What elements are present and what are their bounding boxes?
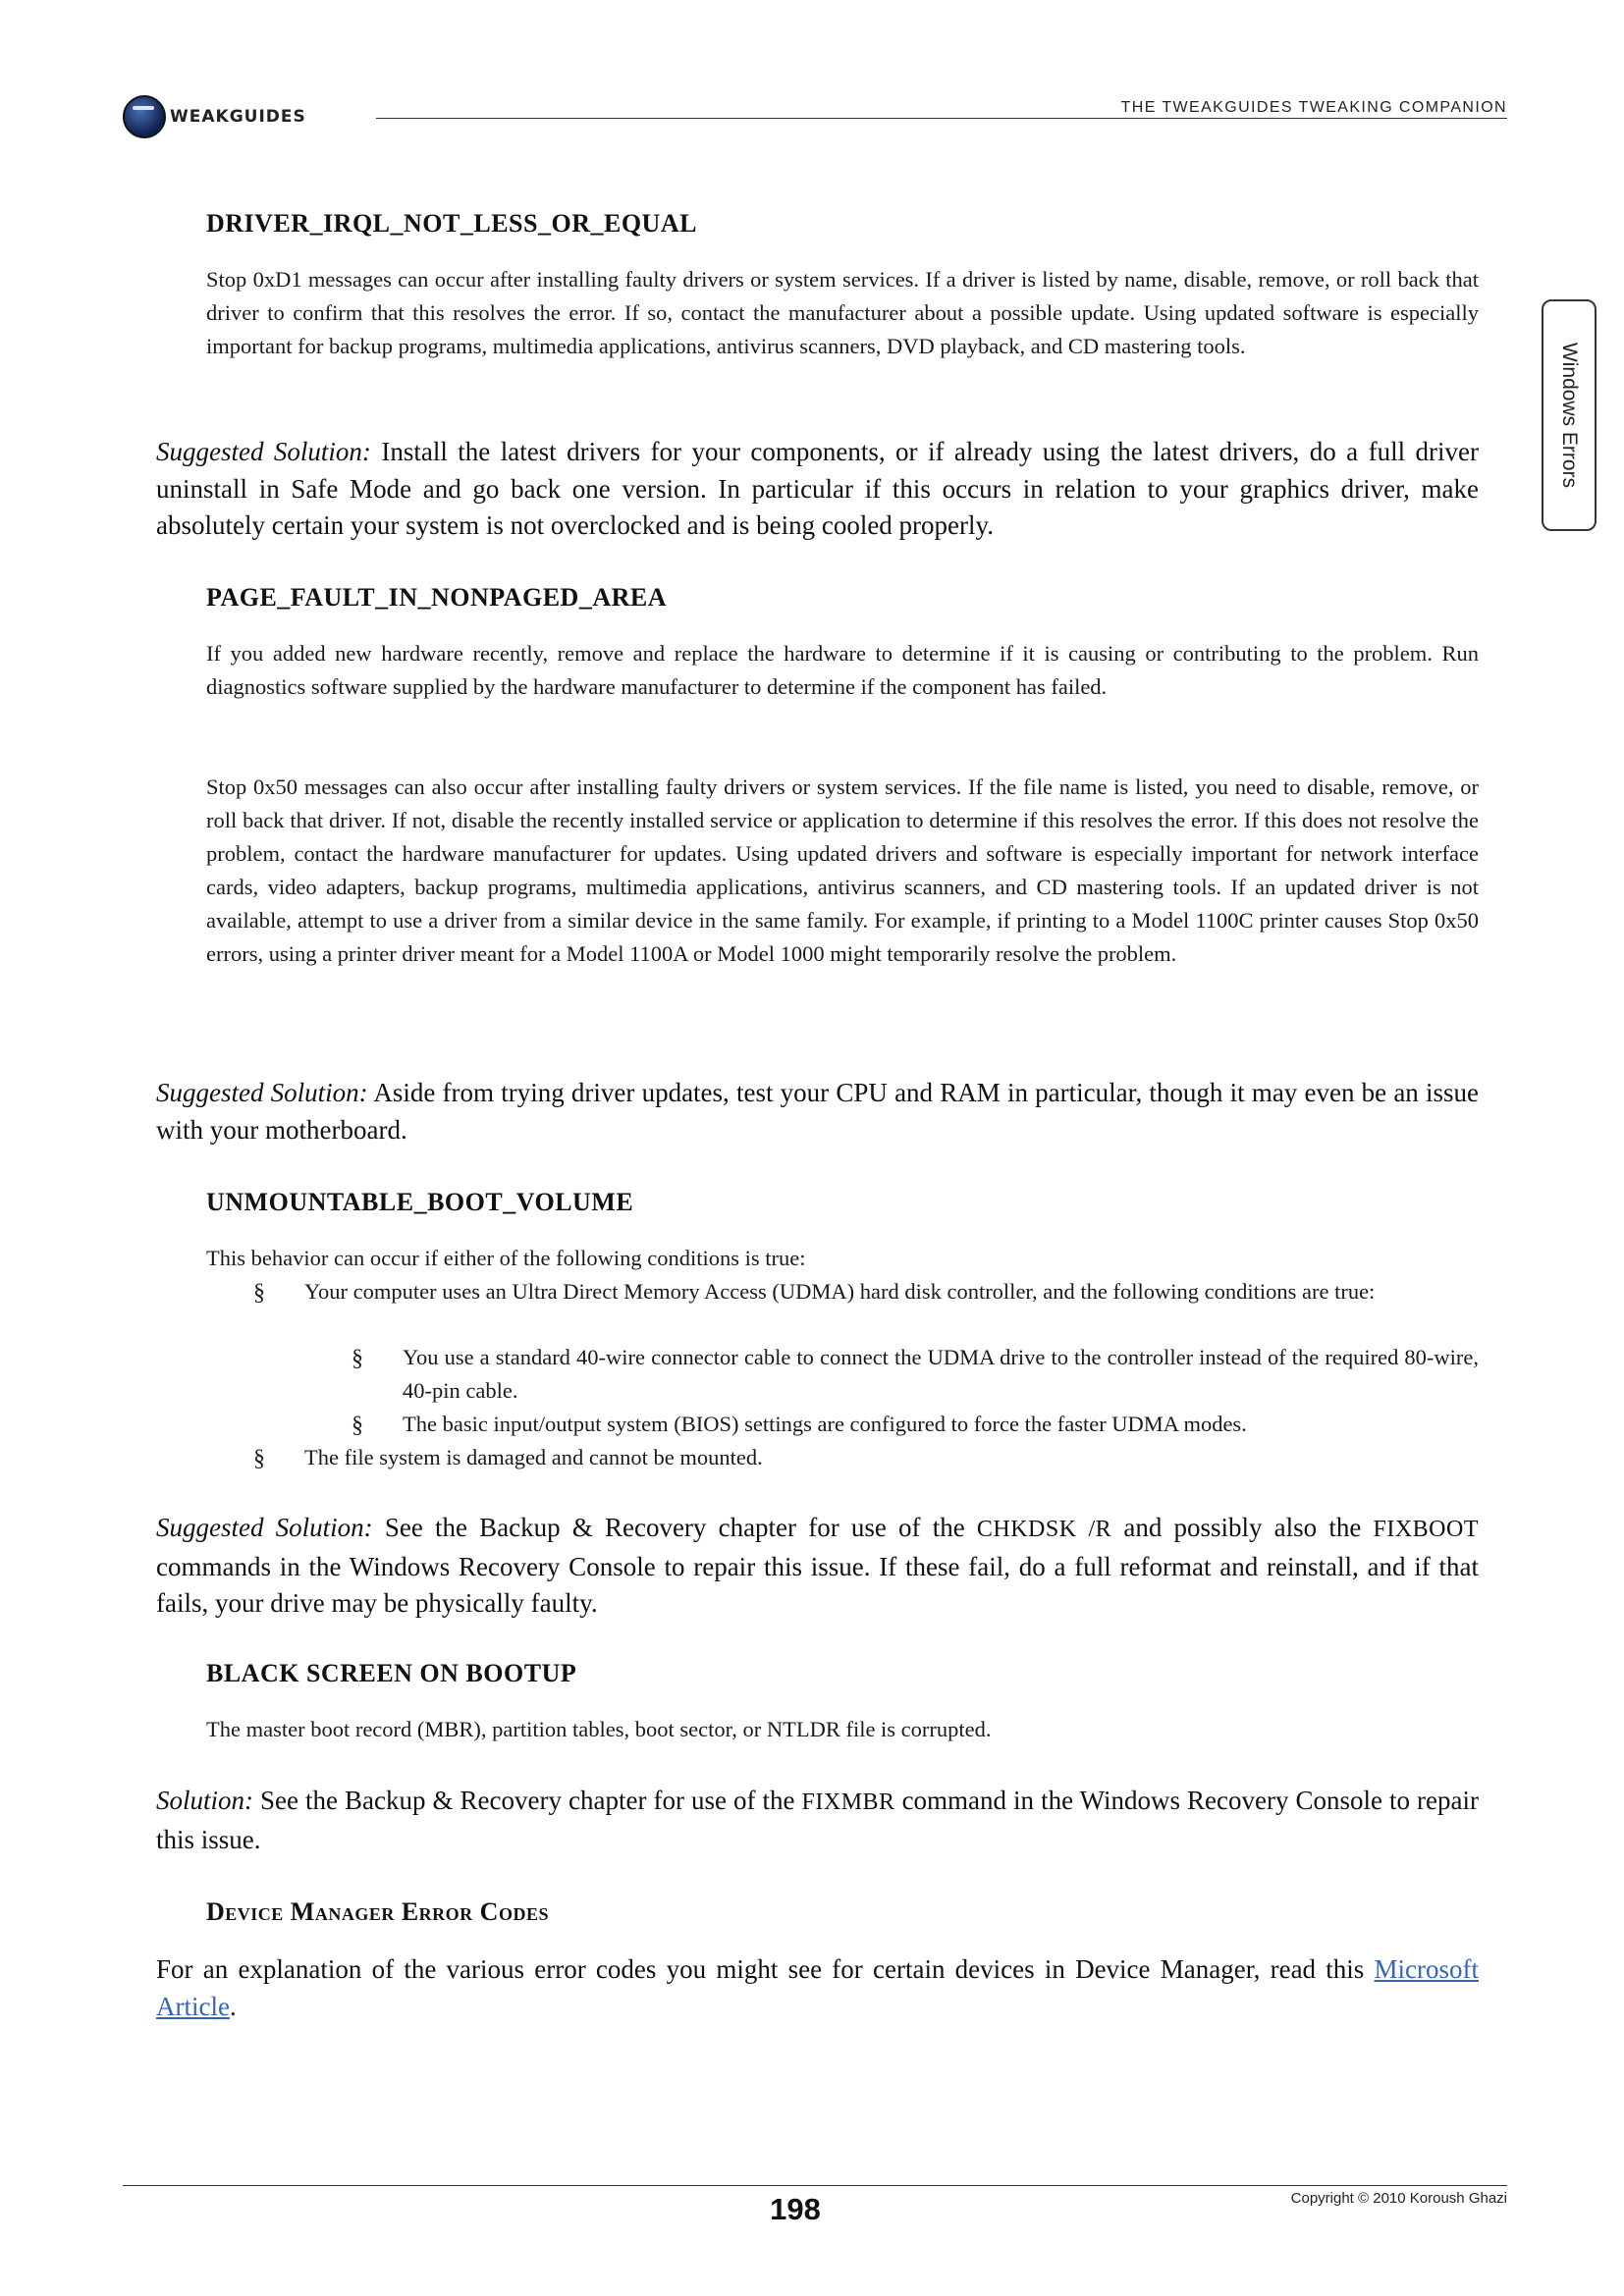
solution-label: Solution: (156, 1786, 253, 1815)
solution-text: See the Backup & Recovery chapter for use of the (372, 1513, 977, 1542)
solution-text: command in the Windows Recovery Console to repair this issue. (156, 1786, 1479, 1854)
list-item: You use a standard 40-wire connector cable to connect the UDMA drive to the controller instead of the required 80-wire, 40-pin cable. (403, 1345, 1479, 1403)
list-item: Your computer uses an Ultra Direct Memory Access (UDMA) hard disk controller, and the following conditions are true: (304, 1279, 1376, 1304)
solution-text: Install the latest drivers for your components, or if already using the latest drivers, do a full driver uninstall in Safe Mode and go back one version. In particular if this occurs in relation to your graphics driver, make absolutely certain your system is not overclocked and is being cooled properly. (156, 437, 1479, 540)
section-heading-device-manager: Device Manager Error Codes (206, 1897, 549, 1926)
solution-text: commands in the Windows Recovery Console to repair this issue. If these fail, do a full reformat and reinstall, and if that fails, your drive may be physically faulty. (156, 1551, 1479, 1618)
header-title: THE TWEAKGUIDES TWEAKING COMPANION (1120, 99, 1507, 116)
chapter-side-tab-label: Windows Errors (1558, 342, 1581, 489)
chapter-side-tab (1542, 299, 1597, 531)
section-paragraph: The master boot record (MBR), partition tables, boot sector, or NTLDR file is corrupted. (206, 1717, 992, 1741)
solution-label: Suggested Solution: (156, 437, 371, 466)
header-divider (376, 118, 1507, 119)
paragraph-text: For an explanation of the various error codes you might see for certain devices in Device Manager, read this (156, 1954, 1375, 1984)
bullet-marker: § (253, 1280, 265, 1306)
solution-text: and possibly also the (1111, 1513, 1374, 1542)
solution-text: Aside from trying driver updates, test your CPU and RAM in particular, though it may even be an issue with your motherboard. (156, 1078, 1479, 1145)
solution-label: Suggested Solution: (156, 1078, 368, 1107)
copyright-notice: Copyright © 2010 Koroush Ghazi (1290, 2190, 1507, 2207)
bullet-marker: § (253, 1446, 265, 1471)
tweakguides-logo (123, 93, 306, 140)
list-item: The file system is damaged and cannot be mounted. (304, 1445, 763, 1469)
page-number: 198 (770, 2192, 821, 2226)
suggested-solution (156, 1510, 1479, 1623)
section-heading-page-fault: PAGE_FAULT_IN_NONPAGED_AREA (206, 583, 668, 612)
section-paragraph (156, 1951, 1479, 2025)
list-item: The basic input/output system (BIOS) settings are configured to force the faster UDMA modes. (403, 1412, 1247, 1436)
paragraph-text: . (229, 1991, 237, 2021)
command-fixboot: FIXBOOT (1373, 1517, 1480, 1542)
section-heading-driver-irql: DRIVER_IRQL_NOT_LESS_OR_EQUAL (206, 209, 697, 238)
page-header (123, 93, 1507, 144)
solution-label: Suggested Solution: (156, 1513, 373, 1542)
suggested-solution (156, 434, 1479, 545)
section-paragraph: If you added new hardware recently, remove and replace the hardware to determine if it is causing or contributing to the problem. Run diagnostics software supplied by the hardware manufacturer to determine if the component has failed. (206, 641, 1479, 699)
section-paragraph: Stop 0x50 messages can also occur after installing faulty drivers or system services. If the file name is listed, you need to disable, remove, or roll back that driver. If not, disable the recently installed service or application to determine if this resolves the error. If this does not resolve the problem, contact the hardware manufacturer for updates. Using updated drivers and software is especially important for network interface cards, video adapters, backup programs, multimedia applications, antivirus scanners, and CD mastering tools. If an updated driver is not available, attempt to use a driver from a similar device in the same family. For example, if printing to a Model 1100C printer causes Stop 0x50 errors, using a printer driver meant for a Model 1100A or Model 1000 might temporarily resolve the problem. (206, 774, 1479, 966)
logo-emblem-icon (123, 95, 166, 138)
footer-divider (123, 2185, 1507, 2186)
suggested-solution (156, 1783, 1479, 1858)
bullet-marker: § (352, 1413, 363, 1438)
suggested-solution (156, 1075, 1479, 1148)
microsoft-article-link[interactable]: Microsoft Article (156, 1954, 1479, 2021)
command-chkdsk: CHKDSK /R (976, 1517, 1112, 1542)
command-fixmbr: FIXMBR (801, 1789, 895, 1815)
section-heading-unmountable-boot-volume: UNMOUNTABLE_BOOT_VOLUME (206, 1188, 634, 1216)
bullet-marker: § (352, 1346, 363, 1371)
solution-text: See the Backup & Recovery chapter for use of the (253, 1786, 802, 1815)
section-heading-black-screen: BLACK SCREEN ON BOOTUP (206, 1659, 577, 1687)
logo-text: WEAKGUIDES (170, 107, 306, 127)
section-paragraph: Stop 0xD1 messages can occur after installing faulty drivers or system services. If a driver is listed by name, disable, remove, or roll back that driver to confirm that this resolves the error. If so, contact the manufacturer about a possible update. Using updated software is especially important for backup programs, multimedia applications, antivirus scanners, DVD playback, and CD mastering tools. (206, 267, 1479, 358)
section-paragraph: This behavior can occur if either of the following conditions is true: (206, 1246, 806, 1270)
